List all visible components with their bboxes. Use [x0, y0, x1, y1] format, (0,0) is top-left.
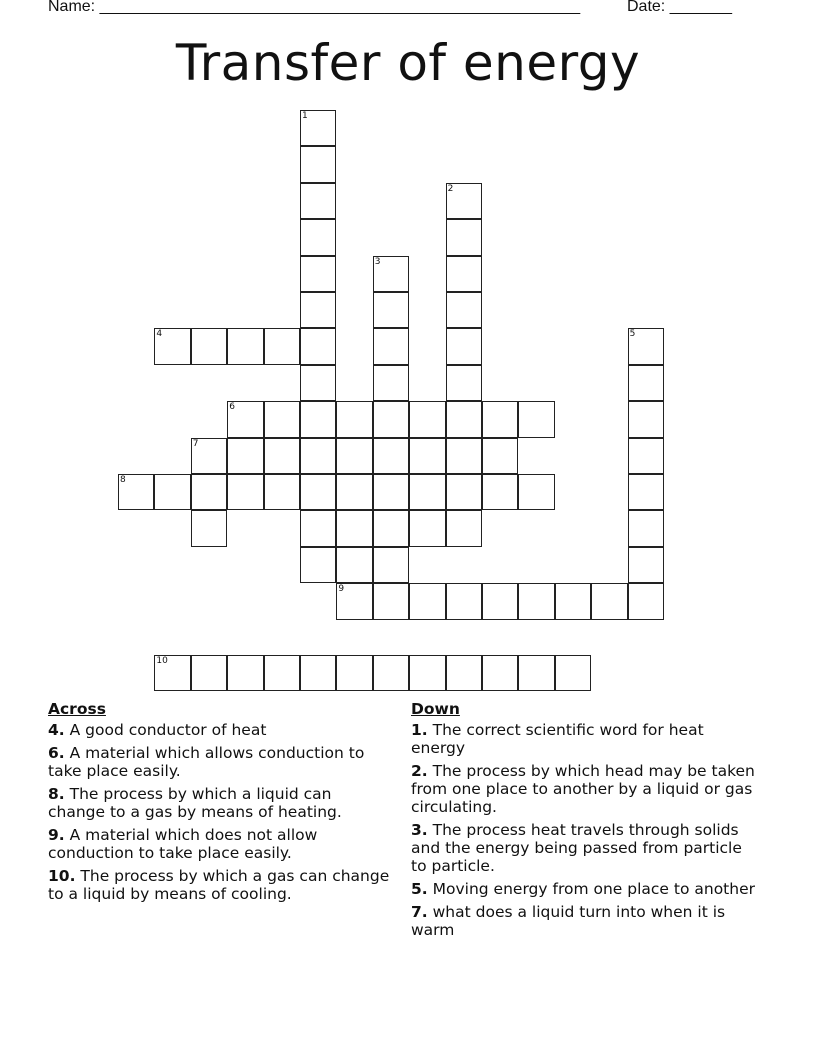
- crossword-cell[interactable]: [482, 583, 518, 619]
- crossword-cell[interactable]: [409, 510, 445, 546]
- crossword-cell[interactable]: [373, 256, 409, 292]
- crossword-cell[interactable]: [518, 583, 554, 619]
- crossword-cell[interactable]: [227, 655, 263, 691]
- crossword-cell[interactable]: [336, 474, 372, 510]
- clue-number: 6.: [48, 744, 65, 762]
- crossword-cell[interactable]: [628, 474, 664, 510]
- clue-number-label: 5: [629, 329, 636, 340]
- crossword-cell[interactable]: [409, 438, 445, 474]
- crossword-cell[interactable]: [300, 110, 336, 146]
- clue-text: The correct scientific word for heat energy: [411, 721, 704, 757]
- crossword-cell[interactable]: [446, 655, 482, 691]
- crossword-cell[interactable]: [300, 183, 336, 219]
- crossword-cell[interactable]: [300, 655, 336, 691]
- crossword-cell[interactable]: [373, 547, 409, 583]
- clue-number-label: 8: [120, 475, 126, 485]
- crossword-cell[interactable]: [227, 474, 263, 510]
- crossword-cell[interactable]: [191, 510, 227, 546]
- crossword-cell[interactable]: [191, 328, 227, 364]
- clue-text: A material which allows conduction to take place easily.: [48, 744, 365, 780]
- crossword-cell[interactable]: [373, 474, 409, 510]
- crossword-cell[interactable]: [336, 401, 372, 437]
- crossword-cell[interactable]: [300, 292, 336, 328]
- crossword-cell[interactable]: [518, 474, 554, 510]
- crossword-cell[interactable]: [154, 328, 190, 364]
- crossword-cell[interactable]: [373, 655, 409, 691]
- across-clues: [48, 700, 393, 908]
- crossword-cell[interactable]: [482, 655, 518, 691]
- clue-number-label: 9: [338, 584, 345, 595]
- crossword-cell[interactable]: [227, 328, 263, 364]
- crossword-cell[interactable]: [555, 655, 591, 691]
- crossword-cell[interactable]: [591, 583, 627, 619]
- clue-number: 3.: [411, 821, 428, 839]
- crossword-cell[interactable]: [300, 146, 336, 182]
- clue-number-label: 10: [156, 656, 168, 666]
- crossword-cell[interactable]: [373, 328, 409, 364]
- clue-number: 7.: [411, 903, 428, 921]
- crossword-cell[interactable]: [373, 583, 409, 619]
- down-heading: Down: [411, 700, 460, 718]
- down-clue: [411, 903, 756, 939]
- crossword-cell[interactable]: [264, 328, 300, 364]
- clue-text: what does a liquid turn into when it is warm: [411, 903, 726, 939]
- down-clues: [411, 700, 756, 944]
- clue-number: 1.: [411, 721, 428, 739]
- crossword-cell[interactable]: [264, 401, 300, 437]
- page-title: Transfer of energy: [175, 34, 641, 92]
- clue-number-label: 6: [229, 402, 235, 413]
- crossword-cell[interactable]: [628, 438, 664, 474]
- crossword-cell[interactable]: [446, 583, 482, 619]
- crossword-cell[interactable]: [482, 438, 518, 474]
- crossword-cell[interactable]: [264, 474, 300, 510]
- crossword-cell[interactable]: [118, 474, 154, 510]
- crossword-cell[interactable]: [300, 328, 336, 364]
- crossword-cell[interactable]: [446, 183, 482, 219]
- crossword-cell[interactable]: [300, 547, 336, 583]
- crossword-cell[interactable]: [446, 365, 482, 401]
- crossword-cell[interactable]: [373, 365, 409, 401]
- date-field[interactable]: Date: _______: [627, 0, 732, 15]
- down-clue: [411, 880, 756, 898]
- crossword-cell[interactable]: [409, 583, 445, 619]
- clue-number: 9.: [48, 826, 65, 844]
- clue-text: The process by which a gas can change to a liquid by means of cooling.: [48, 867, 390, 903]
- crossword-cell[interactable]: [336, 583, 372, 619]
- clue-text: The process heat travels through solids and the energy being passed from particle to particle.: [411, 821, 742, 875]
- crossword-cell[interactable]: [373, 510, 409, 546]
- crossword-cell[interactable]: [154, 655, 190, 691]
- crossword-cell[interactable]: [373, 438, 409, 474]
- clue-text: A good conductor of heat: [69, 721, 267, 739]
- crossword-cell[interactable]: [409, 474, 445, 510]
- crossword-cell[interactable]: [300, 474, 336, 510]
- crossword-cell[interactable]: [191, 655, 227, 691]
- down-clue: [411, 721, 756, 757]
- crossword-cell[interactable]: [300, 438, 336, 474]
- clue-number: 4.: [48, 721, 65, 739]
- crossword-cell[interactable]: [300, 510, 336, 546]
- crossword-cell[interactable]: [628, 547, 664, 583]
- clue-number-label: 4: [156, 329, 163, 340]
- crossword-cell[interactable]: [518, 401, 554, 437]
- crossword-cell[interactable]: [300, 219, 336, 255]
- crossword-cell[interactable]: [555, 583, 591, 619]
- crossword-cell[interactable]: [628, 365, 664, 401]
- crossword-cell[interactable]: [227, 438, 263, 474]
- crossword-cell[interactable]: [154, 474, 190, 510]
- across-clue: [48, 744, 393, 780]
- crossword-cell[interactable]: [446, 256, 482, 292]
- crossword-cell[interactable]: [336, 438, 372, 474]
- crossword-cell[interactable]: [300, 256, 336, 292]
- crossword-cell[interactable]: [373, 292, 409, 328]
- crossword-cell[interactable]: [518, 655, 554, 691]
- crossword-cell[interactable]: [446, 510, 482, 546]
- crossword-cell[interactable]: [409, 655, 445, 691]
- crossword-cell[interactable]: [446, 438, 482, 474]
- crossword-cell[interactable]: [446, 292, 482, 328]
- crossword-cell[interactable]: [264, 438, 300, 474]
- crossword-cell[interactable]: [446, 219, 482, 255]
- crossword-cell[interactable]: [628, 401, 664, 437]
- clue-number-label: 1: [302, 111, 308, 121]
- crossword-cell[interactable]: [336, 510, 372, 546]
- across-clue: [48, 867, 393, 903]
- clue-number-label: 3: [374, 256, 381, 267]
- crossword-cell[interactable]: [227, 401, 263, 437]
- across-clue: [48, 826, 393, 862]
- clue-text: A material which does not allow conduction to take place easily.: [48, 826, 318, 862]
- crossword-cell[interactable]: [628, 510, 664, 546]
- crossword-cell[interactable]: [336, 547, 372, 583]
- crossword-cell[interactable]: [446, 328, 482, 364]
- crossword-cell[interactable]: [446, 474, 482, 510]
- crossword-cell[interactable]: [482, 474, 518, 510]
- clue-number: 5.: [411, 880, 428, 898]
- crossword-cell[interactable]: [191, 438, 227, 474]
- clue-text: The process by which head may be taken from one place to another by a liquid or gas circulating.: [411, 762, 755, 816]
- crossword-cell[interactable]: [373, 401, 409, 437]
- crossword-cell[interactable]: [336, 655, 372, 691]
- clue-number: 10.: [48, 867, 76, 885]
- crossword-cell[interactable]: [409, 401, 445, 437]
- across-clue: [48, 785, 393, 821]
- crossword-cell[interactable]: [300, 365, 336, 401]
- clue-text: Moving energy from one place to another: [432, 880, 755, 898]
- crossword-cell[interactable]: [628, 583, 664, 619]
- crossword-cell[interactable]: [446, 401, 482, 437]
- clue-number: 2.: [411, 762, 428, 780]
- across-heading: Across: [48, 700, 106, 718]
- crossword-cell[interactable]: [191, 474, 227, 510]
- crossword-cell[interactable]: [300, 401, 336, 437]
- crossword-cell[interactable]: [628, 328, 664, 364]
- crossword-cell[interactable]: [482, 401, 518, 437]
- clue-text: The process by which a liquid can change to a gas by means of heating.: [48, 785, 342, 821]
- clue-number-label: 2: [447, 183, 454, 194]
- name-field[interactable]: Name: ______________________________________________________: [48, 0, 581, 15]
- across-clue: [48, 721, 393, 739]
- clue-number: 8.: [48, 785, 65, 803]
- crossword-cell[interactable]: [264, 655, 300, 691]
- down-clue: [411, 762, 756, 816]
- down-clue: [411, 821, 756, 875]
- clue-number-label: 7: [192, 438, 199, 449]
